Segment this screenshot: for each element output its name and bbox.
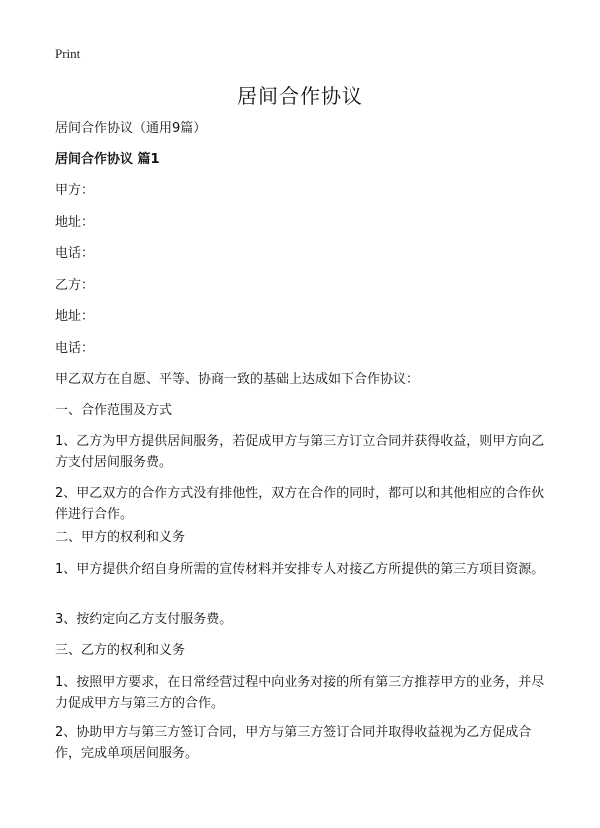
section-1-heading: 一、合作范围及方式 — [55, 403, 173, 418]
section-2-heading: 二、甲方的权利和义务 — [55, 530, 186, 545]
section-heading: 居间合作协议 篇1 — [55, 152, 160, 167]
section-3-clause-1: 1、按照甲方要求，在日常经营过程中向业务对接的所有第三方推荐甲方的业务，并尽力促成甲方与第三方的合作。 — [55, 675, 545, 711]
section-3-heading: 三、乙方的权利和义务 — [55, 643, 186, 658]
party-a-label: 甲方： — [55, 183, 95, 198]
document-subtitle: 居间合作协议（通用9篇） — [55, 121, 207, 136]
print-label: Print — [55, 46, 81, 61]
party-b-address: 地址： — [55, 309, 95, 324]
section-2-clause-1: 1、甲方提供介绍自身所需的宣传材料并安排专人对接乙方所提供的第三方项目资源。 — [55, 562, 545, 577]
party-b-label: 乙方： — [55, 278, 95, 293]
section-1-clause-1: 1、乙方为甲方提供居间服务，若促成甲方与第三方订立合同并获得收益，则甲方向乙方支付居间服务费。 — [55, 434, 545, 470]
party-a-phone: 电话： — [55, 246, 95, 261]
section-1-clause-2: 2、甲乙双方的合作方式没有排他性，双方在合作的同时，都可以和其他相应的合作伙伴进行合作。 — [55, 486, 545, 522]
section-3-clause-2: 2、协助甲方与第三方签订合同，甲方与第三方签订合同并取得收益视为乙方促成合作，完成单项居间服务。 — [55, 725, 532, 761]
party-b-phone: 电话： — [55, 341, 95, 356]
document-title: 居间合作协议 — [237, 84, 363, 108]
section-2-clause-3: 3、按约定向乙方支付服务费。 — [55, 612, 233, 627]
intro-paragraph: 甲乙双方在自愿、平等、协商一致的基础上达成如下合作协议： — [55, 372, 420, 387]
party-a-address: 地址： — [55, 215, 95, 230]
